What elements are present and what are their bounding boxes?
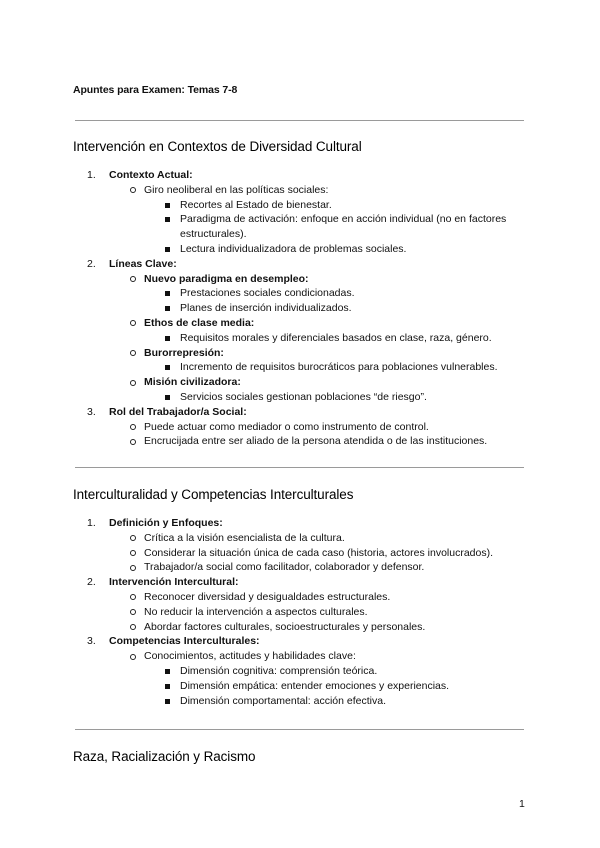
list-item: Recortes al Estado de bienestar. — [144, 198, 533, 213]
item-label: Líneas Clave: — [109, 257, 177, 270]
outline-item — [73, 634, 533, 708]
list-item: Abordar factores culturales, socioestructurales y personales. — [109, 620, 533, 635]
outline-item — [73, 405, 533, 449]
page-number: 1 — [519, 798, 525, 810]
outline-item — [73, 516, 533, 575]
list-item: Requisitos morales y diferenciales basados en clase, raza, género. — [144, 331, 533, 346]
list-item-text: Nuevo paradigma en desempleo: — [144, 272, 309, 285]
section-1-outline — [73, 168, 533, 449]
list-item — [109, 272, 533, 316]
section-2-outline — [73, 516, 533, 708]
item-number: 3. — [87, 405, 96, 418]
list-item: Encrucijada entre ser aliado de la persona atendida o de las instituciones. — [109, 434, 533, 449]
section-heading: Intervención en Contextos de Diversidad Cultural — [73, 139, 362, 154]
section-heading: Raza, Racialización y Racismo — [73, 749, 256, 764]
list-item: Dimensión cognitiva: comprensión teórica. — [144, 664, 533, 679]
list-item — [109, 346, 533, 376]
list-item: Puede actuar como mediador o como instrumento de control. — [109, 420, 533, 435]
item-label: Contexto Actual: — [109, 169, 193, 181]
divider — [75, 120, 524, 121]
list-item-text: Misión civilizadora: — [144, 376, 241, 389]
list-item: Crítica a la visión esencialista de la cultura. — [109, 531, 533, 546]
item-label: Rol del Trabajador/a Social: — [109, 405, 247, 418]
list-item — [109, 316, 533, 346]
list-item: Considerar la situación única de cada caso (historia, actores involucrados). — [109, 546, 533, 561]
item-number: 3. — [87, 635, 96, 648]
list-item: Dimensión empática: entender emociones y experiencias. — [144, 679, 533, 694]
item-number: 2. — [87, 257, 96, 270]
list-item — [109, 649, 533, 708]
item-number: 2. — [87, 576, 96, 589]
list-item: Prestaciones sociales condicionadas. — [144, 286, 533, 301]
section-heading: Interculturalidad y Competencias Interculturales — [73, 487, 354, 502]
list-item-text: Burorrepresión: — [144, 346, 224, 359]
list-item: Reconocer diversidad y desigualdades estructurales. — [109, 590, 533, 605]
item-number: 1. — [87, 169, 96, 181]
list-item: Paradigma de activación: enfoque en acción individual (no en factores estructurales). — [144, 212, 533, 242]
outline-item — [73, 168, 533, 257]
list-item: Lectura individualizadora de problemas sociales. — [144, 242, 533, 257]
list-item: No reducir la intervención a aspectos culturales. — [109, 605, 533, 620]
divider — [75, 729, 524, 730]
list-item: Dimensión comportamental: acción efectiva. — [144, 694, 533, 709]
list-item-text: Conocimientos, actitudes y habilidades clave: — [144, 650, 356, 663]
item-label: Competencias Interculturales: — [109, 635, 260, 648]
item-label: Intervención Intercultural: — [109, 576, 239, 589]
list-item — [109, 375, 533, 405]
list-item-text: Giro neoliberal en las políticas sociales: — [144, 183, 329, 196]
list-item — [109, 183, 533, 257]
list-item: Planes de inserción individualizados. — [144, 301, 533, 316]
outline-item — [73, 257, 533, 405]
list-item: Trabajador/a social como facilitador, colaborador y defensor. — [109, 560, 533, 575]
item-label: Definición y Enfoques: — [109, 517, 223, 529]
list-item-text: Ethos de clase media: — [144, 316, 255, 329]
divider — [75, 467, 524, 468]
list-item: Servicios sociales gestionan poblaciones “de riesgo”. — [144, 390, 533, 405]
document-title: Apuntes para Examen: Temas 7-8 — [73, 84, 238, 96]
outline-item — [73, 575, 533, 634]
list-item: Incremento de requisitos burocráticos para poblaciones vulnerables. — [144, 360, 533, 375]
item-number: 1. — [87, 517, 96, 529]
